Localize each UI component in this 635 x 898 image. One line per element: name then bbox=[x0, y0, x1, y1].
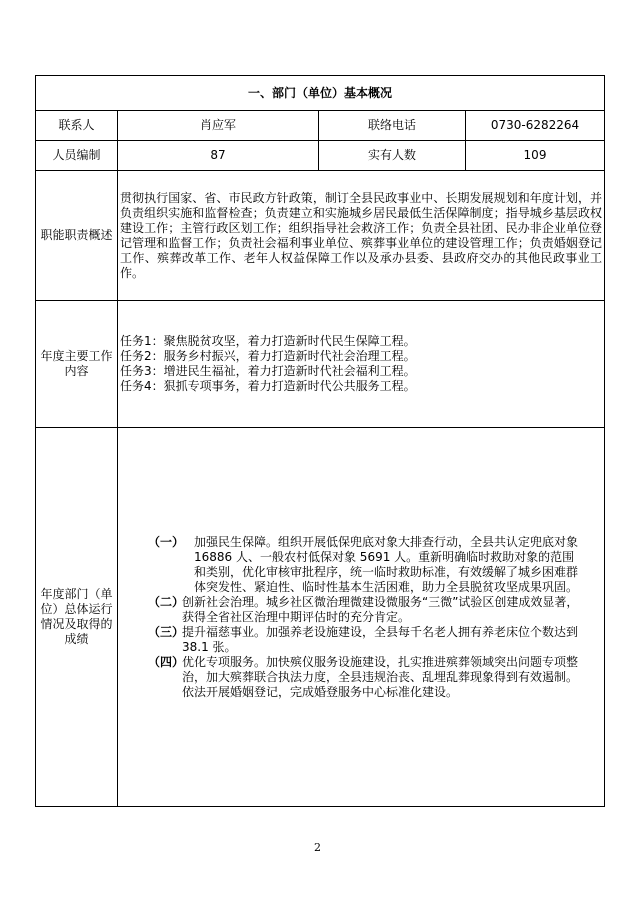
staff-quota-value: 87 bbox=[118, 141, 319, 171]
basic-info-table bbox=[35, 75, 605, 807]
performance-marker-4: （四） bbox=[148, 654, 185, 669]
contact-label: 联系人 bbox=[36, 111, 118, 141]
tasks-list bbox=[118, 301, 605, 428]
staff-actual-value: 109 bbox=[466, 141, 605, 171]
task-item-4: 任务4：狠抓专项事务，着力打造新时代公共服务工程。 bbox=[120, 379, 416, 393]
performance-text-3: 提升福慈事业。加强养老设施建设，全县每千名老人拥有养老床位个数达到38.1 张。 bbox=[182, 624, 579, 654]
contact-name: 肖应军 bbox=[118, 111, 319, 141]
performance-marker-2: （二） bbox=[148, 594, 185, 609]
performance-text-2: 创新社会治理。城乡社区微治理微建设微服务“三微”试验区创建成效显著，获得全省社区治理中期评估时的充分肯定。 bbox=[182, 594, 579, 624]
section-title: 一、部门（单位）基本概况 bbox=[36, 76, 605, 111]
performance-item-3 bbox=[148, 625, 586, 655]
tasks-label-line1: 年度主要工作 bbox=[40, 349, 113, 363]
duties-text: 贯彻执行国家、省、市民政方针政策，制订全县民政事业中、长期发展规划和年度计划，并负责组织实施和监督检查；负责建立和实施城乡居民最低生活保障制度；指导城乡基层政权建设工作；主管行政区划工作；组织指导社会救济工作；负责全县社团、民办非企业单位登记管理和监督工作；负责社会福利事业单位、殡葬事业单位的建设管理工作；负责婚姻登记工作、殡葬改革工作、老年人权益保障工作以及承办县委、县政府交办的其他民政事业工作。 bbox=[118, 171, 605, 301]
duties-label: 职能职责概述 bbox=[36, 171, 118, 301]
task-item-3: 任务3：增进民生福祉，着力打造新时代社会福利工程。 bbox=[120, 364, 416, 378]
tasks-label bbox=[36, 301, 118, 428]
phone-value: 0730-6282264 bbox=[466, 111, 605, 141]
title-row bbox=[36, 76, 605, 111]
phone-label: 联络电话 bbox=[319, 111, 466, 141]
contact-row bbox=[36, 111, 605, 141]
performance-text-1: 加强民生保障。组织开展低保兜底对象大排查行动，全县共认定兜底对象16886 人、一般农村低保对象 5691 人。重新明确临时救助对象的范围和类别，优化审核审批程序，统一临时救助标准，有效缓解了城乡困难群体突发性、紧迫性、临时性基本生活困难，助力全县脱贫攻坚成果巩固。 bbox=[194, 534, 579, 594]
performance-list bbox=[118, 428, 605, 807]
staff-row bbox=[36, 141, 605, 171]
page-number: 2 bbox=[314, 841, 321, 854]
performance-row bbox=[36, 428, 605, 807]
performance-marker-3: （三） bbox=[148, 624, 185, 639]
performance-text-4: 优化专项服务。加快殡仪服务设施建设，扎实推进殡葬领域突出问题专项整治，加大殡葬联合执法力度，全县违规治丧、乱埋乱葬现象得到有效遏制。依法开展婚姻登记，完成婚登服务中心标准化建设。 bbox=[182, 654, 579, 699]
performance-item-4 bbox=[148, 655, 586, 700]
staff-actual-label: 实有人数 bbox=[319, 141, 466, 171]
duties-row bbox=[36, 171, 605, 301]
performance-item-2 bbox=[148, 595, 586, 625]
task-item-2: 任务2：服务乡村振兴，着力打造新时代社会治理工程。 bbox=[120, 349, 416, 363]
performance-marker-1: （一） bbox=[148, 534, 185, 549]
tasks-row bbox=[36, 301, 605, 428]
performance-item-1 bbox=[148, 535, 586, 595]
staff-quota-label: 人员编制 bbox=[36, 141, 118, 171]
tasks-label-line2: 内容 bbox=[64, 364, 89, 378]
task-item-1: 任务1：聚焦脱贫攻坚，着力打造新时代民生保障工程。 bbox=[120, 334, 416, 348]
performance-label: 年度部门（单位）总体运行情况及取得的成绩 bbox=[36, 428, 118, 807]
